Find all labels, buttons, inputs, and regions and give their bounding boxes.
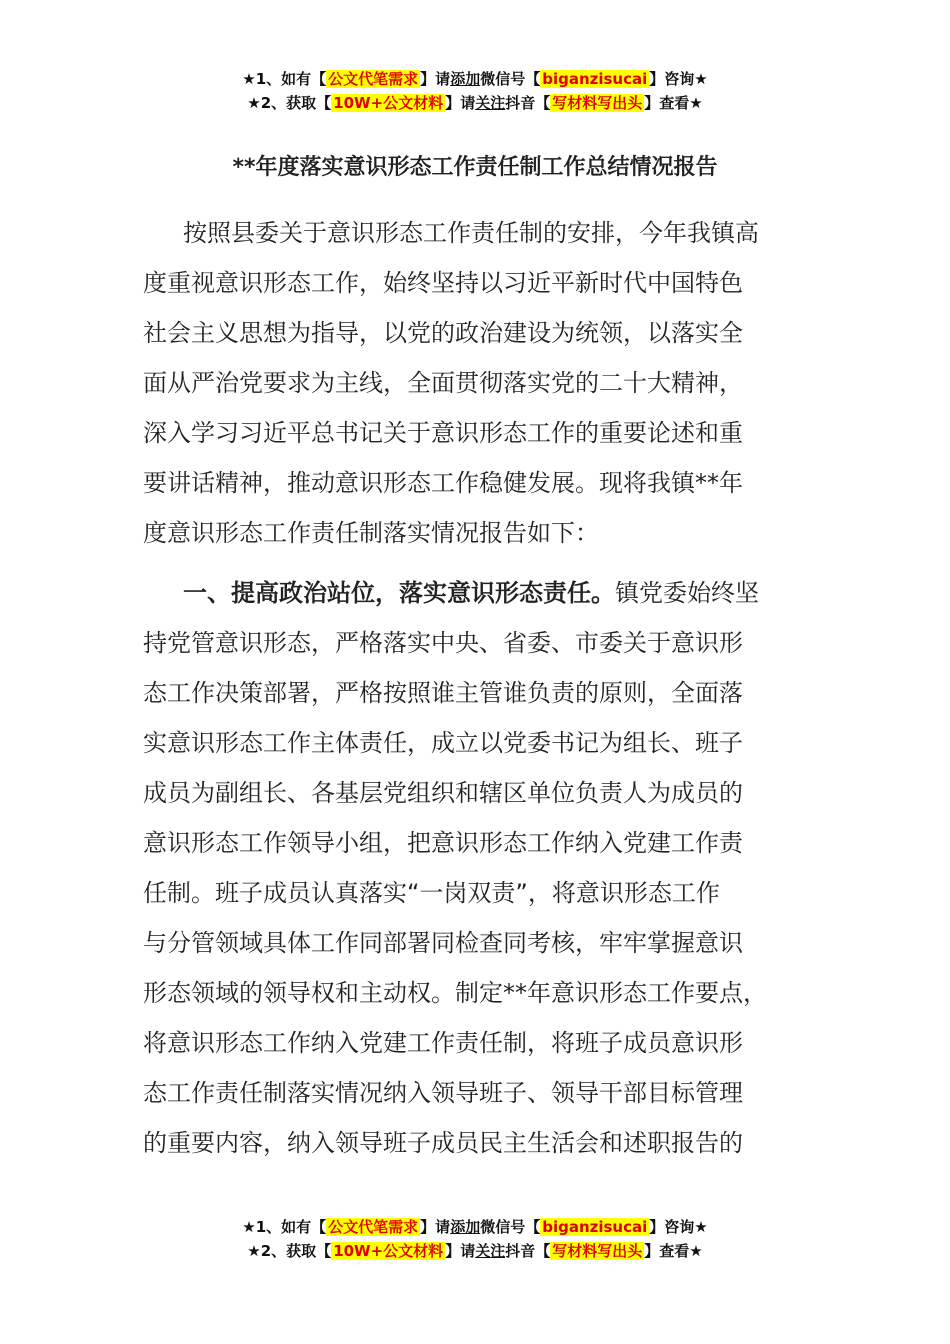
highlight-materials: 10W+公文材料 <box>333 1242 444 1260</box>
text-line: 度意识形态工作责任制落实情况报告如下： <box>143 519 599 547</box>
paragraph-intro <box>143 208 833 558</box>
highlight-materials: 10W+公文材料 <box>333 94 444 112</box>
text-line: 形态领域的领导权和主动权。制定**年意识形态工作要点， <box>143 979 767 1007</box>
text-line: 的重要内容，纳入领导班子成员民主生活会和述职报告的 <box>143 1129 743 1157</box>
text-line: 按照县委关于意识形态工作责任制的安排，今年我镇高 <box>183 219 759 247</box>
highlight-wechat-id: biganzisucai <box>542 70 648 88</box>
paragraph-section-1 <box>143 568 833 1168</box>
document-title: **年度落实意识形态工作责任制工作总结情况报告 <box>232 155 718 180</box>
top-ad-banner <box>0 67 950 115</box>
bottom-ad-banner <box>0 1215 950 1263</box>
text-line: 持党管意识形态，严格落实中央、省委、市委关于意识形 <box>143 629 743 657</box>
highlight-douyin-account: 写材料写出头 <box>552 94 643 112</box>
text-line: 成员为副组长、各基层党组织和辖区单位负责人为成员的 <box>143 779 743 807</box>
text-line: 态工作责任制落实情况纳入领导班子、领导干部目标管理 <box>143 1079 743 1107</box>
text-line: 与分管领域具体工作同部署同检查同考核，牢牢掌握意识 <box>143 929 743 957</box>
text-line: 一、提高政治站位，落实意识形态责任。镇党委始终坚 <box>183 579 759 607</box>
highlight-douyin-account: 写材料写出头 <box>552 1242 643 1260</box>
text-line: 社会主义思想为指导，以党的政治建设为统领，以落实全 <box>143 319 743 347</box>
text-line: 态工作决策部署，严格按照谁主管谁负责的原则，全面落 <box>143 679 743 707</box>
text-line: 将意识形态工作纳入党建工作责任制，将班子成员意识形 <box>143 1029 743 1057</box>
text-line: 深入学习习近平总书记关于意识形态工作的重要论述和重 <box>143 419 743 447</box>
banner-line-2: ★2、获取【 10W+公文材料 】请关注抖音【 写材料写出头 】查看★ <box>247 1242 703 1260</box>
highlight-service: 公文代笔需求 <box>328 70 419 88</box>
text-line: 任制。班子成员认真落实“一岗双责”，将意识形态工作 <box>143 879 720 907</box>
banner-line-1: ★1、如有【 公文代笔需求 】请添加微信号【 biganzisucai 】咨询★ <box>242 70 708 88</box>
section-heading: 一、提高政治站位，落实意识形态责任。 <box>183 579 615 607</box>
text-line: 要讲话精神，推动意识形态工作稳健发展。现将我镇**年 <box>143 469 743 497</box>
banner-line-1: ★1、如有【 公文代笔需求 】请添加微信号【 biganzisucai 】咨询★ <box>242 1218 708 1236</box>
text-line: 度重视意识形态工作，始终坚持以习近平新时代中国特色 <box>143 269 743 297</box>
text-line: 实意识形态工作主体责任，成立以党委书记为组长、班子 <box>143 729 743 757</box>
highlight-wechat-id: biganzisucai <box>542 1218 648 1236</box>
highlight-service: 公文代笔需求 <box>328 1218 419 1236</box>
text-line: 面从严治党要求为主线，全面贯彻落实党的二十大精神， <box>143 369 743 397</box>
banner-line-2: ★2、获取【 10W+公文材料 】请关注抖音【 写材料写出头 】查看★ <box>247 94 703 112</box>
document-body <box>143 208 833 1168</box>
text-line: 意识形态工作领导小组，把意识形态工作纳入党建工作责 <box>143 829 743 857</box>
